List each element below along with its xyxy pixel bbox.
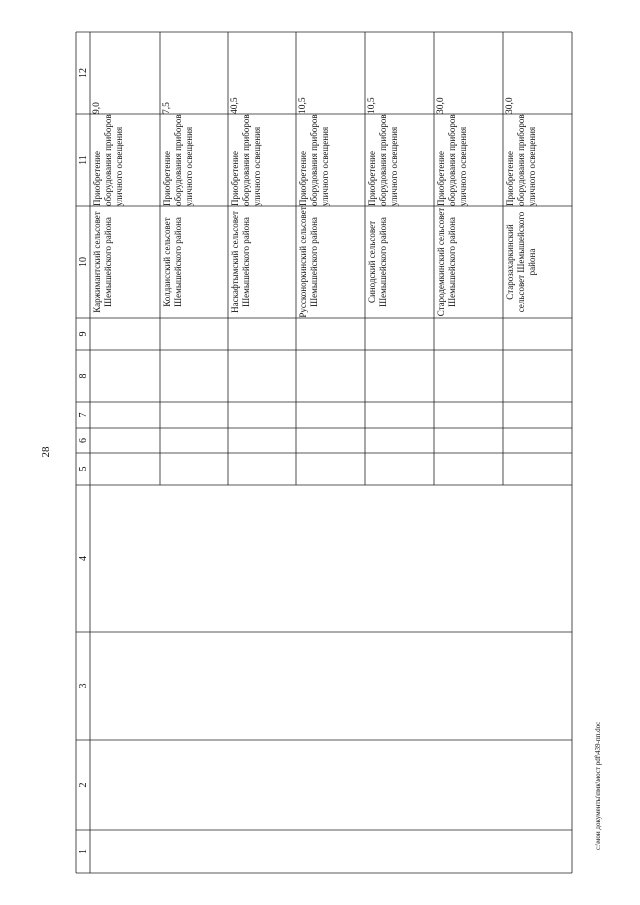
purpose-cell: Приобретение оборудования приборов уличного освещения xyxy=(436,114,468,206)
column-number-4: 4 xyxy=(78,556,89,561)
column-number-8: 8 xyxy=(78,373,89,379)
recipient-cell: Колдаисский сельсовет Шемышейского района xyxy=(162,217,183,307)
recipient-cell: Старозахаркинский сельсовет Шемышейского района xyxy=(505,211,537,313)
purpose-cell: Приобретение оборудования приборов уличного освещения xyxy=(367,114,399,206)
column-number-11: 11 xyxy=(78,155,89,165)
page-number: 28 xyxy=(40,446,52,458)
amount-cell: 10,5 xyxy=(298,97,308,114)
recipient-cell: Каржимантский сельсовет Шемышейского района xyxy=(92,211,113,313)
column-number-5: 5 xyxy=(78,466,89,472)
column-number-12: 12 xyxy=(78,68,89,78)
purpose-cell: Приобретение оборудования приборов уличного освещения xyxy=(162,114,194,206)
purpose-cell: Приобретение оборудования приборов уличного освещения xyxy=(92,114,124,206)
footer-file-path: c:\мои документы\пмк\мост pdf\439-пп.doc xyxy=(594,721,602,850)
purpose-cell: Приобретение оборудования приборов уличного освещения xyxy=(505,114,537,206)
column-number-3: 3 xyxy=(78,683,89,689)
purpose-cell: Приобретение оборудования приборов уличного освещения xyxy=(230,114,262,206)
purpose-cell: Приобретение оборудования приборов уличного освещения xyxy=(298,114,330,206)
amount-cell: 9,0 xyxy=(92,102,102,114)
recipient-cell: Наскафтымский сельсовет Шемышейского района xyxy=(230,211,251,313)
amount-cell: 10,5 xyxy=(367,97,377,114)
column-number-10: 10 xyxy=(78,257,89,267)
amount-cell: 7,5 xyxy=(162,102,172,114)
column-number-7: 7 xyxy=(78,412,89,418)
recipient-cell: Стародемкинский сельсовет Шемышейского района xyxy=(436,207,457,317)
amount-cell: 30,0 xyxy=(436,97,446,114)
recipient-cell: Синодский сельсовет Шемышейского района xyxy=(367,217,388,307)
recipient-cell: Руссконоркинский сельсовет Шемышейского района xyxy=(298,206,319,318)
amount-cell: 30,0 xyxy=(505,97,515,114)
column-number-9: 9 xyxy=(78,331,89,337)
amount-cell: 40,5 xyxy=(230,97,240,114)
column-number-6: 6 xyxy=(78,438,89,443)
column-number-2: 2 xyxy=(78,782,89,788)
column-number-1: 1 xyxy=(78,849,89,854)
